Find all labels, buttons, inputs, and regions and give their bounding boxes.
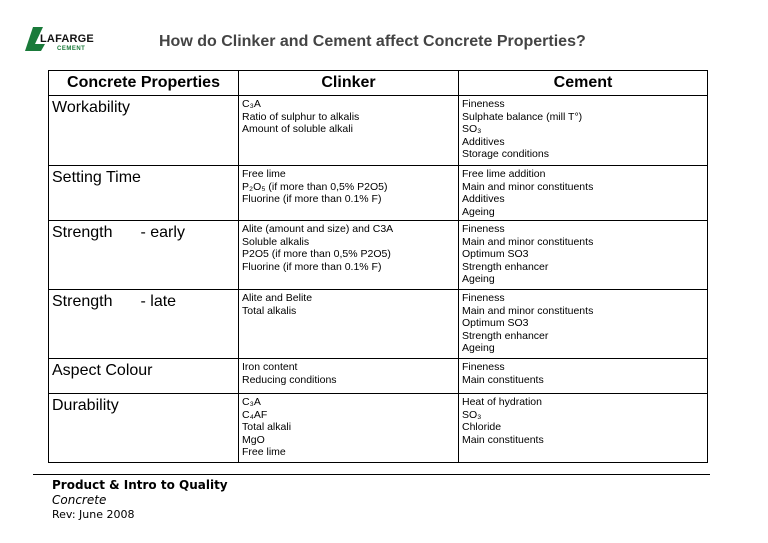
table-row xyxy=(49,166,708,221)
cement-item: Storage conditions xyxy=(462,148,549,161)
cement-item: Ageing xyxy=(462,205,495,218)
clinker-item: Reducing conditions xyxy=(242,373,337,386)
table-row xyxy=(49,394,708,463)
cement-item: SO₃ xyxy=(462,123,482,136)
clinker-item: Ratio of sulphur to alkalis xyxy=(242,110,360,123)
property-name: Strength xyxy=(52,293,113,310)
clinker-item: Alite and Belite xyxy=(242,292,313,304)
cement-cell xyxy=(459,221,708,290)
header-concrete-properties: Concrete Properties xyxy=(49,71,239,96)
property-cell xyxy=(49,221,239,290)
clinker-cell xyxy=(239,394,459,463)
cement-item: Main and minor constituents xyxy=(462,304,594,317)
clinker-item: Total alkalis xyxy=(242,304,297,317)
cement-item: Fineness xyxy=(462,292,505,304)
lafarge-logo xyxy=(24,26,104,54)
clinker-cell xyxy=(239,96,459,166)
clinker-item: C₄AF xyxy=(242,408,268,421)
property-cell xyxy=(49,359,239,394)
footer-revision: Rev: June 2008 xyxy=(52,508,135,521)
cement-cell xyxy=(459,166,708,221)
clinker-item: Fluorine (if more than 0.1% F) xyxy=(242,260,382,273)
footer-divider xyxy=(33,474,710,475)
clinker-item: Amount of soluble alkali xyxy=(242,123,353,136)
clinker-item: C₃A xyxy=(242,98,261,110)
property-qualifier: - late xyxy=(140,293,177,310)
header-cement: Cement xyxy=(459,71,708,96)
clinker-item: Alite (amount and size) and C3A xyxy=(242,223,394,235)
cement-cell xyxy=(459,359,708,394)
table-row xyxy=(49,290,708,359)
clinker-item: Free lime xyxy=(242,168,286,180)
property-qualifier: - early xyxy=(140,224,185,241)
cement-item: Fineness xyxy=(462,361,505,373)
property-cell xyxy=(49,394,239,463)
clinker-item: P2O5 (if more than 0,5% P2O5) xyxy=(242,248,391,261)
property-name: Strength xyxy=(52,224,113,241)
property-name: Workability xyxy=(52,99,130,116)
clinker-item: Free lime xyxy=(242,446,286,459)
cement-item: Additives xyxy=(462,193,505,206)
clinker-cell xyxy=(239,166,459,221)
cement-cell xyxy=(459,290,708,359)
footer-course-title: Product & Intro to Quality xyxy=(52,478,228,492)
cement-item: Free lime addition xyxy=(462,168,546,180)
clinker-item: Iron content xyxy=(242,361,298,373)
property-cell xyxy=(49,166,239,221)
cement-item: Ageing xyxy=(462,273,495,286)
cement-item: Sulphate balance (mill T°) xyxy=(462,110,583,123)
clinker-item: Total alkali xyxy=(242,421,292,434)
header-clinker: Clinker xyxy=(239,71,459,96)
cement-item: Main and minor constituents xyxy=(462,180,594,193)
footer-subject: Concrete xyxy=(52,493,107,507)
clinker-cell xyxy=(239,359,459,394)
cement-item: Main and minor constituents xyxy=(462,235,594,248)
cement-item: Main constituents xyxy=(462,433,544,446)
cement-item: Strength enhancer xyxy=(462,260,549,273)
clinker-item: Soluble alkalis xyxy=(242,235,310,248)
table-row xyxy=(49,359,708,394)
properties-table xyxy=(48,70,708,463)
cement-item: Chloride xyxy=(462,421,502,434)
property-name: Aspect Colour xyxy=(52,362,153,379)
logo-brand-text: LAFARGE xyxy=(40,33,94,45)
clinker-cell xyxy=(239,221,459,290)
clinker-item: P₂O₅ (if more than 0,5% P2O5) xyxy=(242,180,388,193)
property-cell xyxy=(49,290,239,359)
cement-item: SO₃ xyxy=(462,408,482,421)
cement-cell xyxy=(459,96,708,166)
clinker-cell xyxy=(239,290,459,359)
cement-item: Ageing xyxy=(462,342,495,355)
footer xyxy=(52,478,228,522)
cement-item: Additives xyxy=(462,135,505,148)
property-name: Setting Time xyxy=(52,169,141,186)
cement-item: Fineness xyxy=(462,223,505,235)
cement-item: Main constituents xyxy=(462,373,544,386)
clinker-item: C₃A xyxy=(242,396,261,408)
cement-item: Optimum SO3 xyxy=(462,248,529,261)
table-header-row xyxy=(49,71,708,96)
logo-sub-text: CEMENT xyxy=(57,46,86,52)
property-name: Durability xyxy=(52,397,119,414)
cement-cell xyxy=(459,394,708,463)
table-row xyxy=(49,221,708,290)
cement-item: Optimum SO3 xyxy=(462,317,529,330)
cement-item: Strength enhancer xyxy=(462,329,549,342)
page-title: How do Clinker and Cement affect Concrete Properties? xyxy=(159,33,586,50)
cement-item: Heat of hydration xyxy=(462,396,542,408)
property-cell xyxy=(49,96,239,166)
clinker-item: MgO xyxy=(242,433,265,446)
table-row xyxy=(49,96,708,166)
clinker-item: Fluorine (if more than 0.1% F) xyxy=(242,193,382,206)
cement-item: Fineness xyxy=(462,98,505,110)
